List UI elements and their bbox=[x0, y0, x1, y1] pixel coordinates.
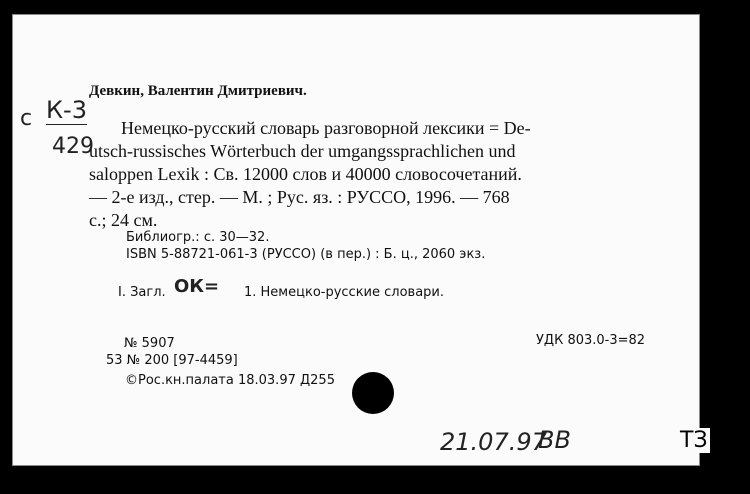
subject-left: I. Загл. bbox=[118, 285, 166, 300]
punch-hole bbox=[352, 372, 394, 414]
subject-right: 1. Немецко-русские словари. bbox=[244, 285, 445, 300]
order-number: 53 № 200 [97-4459] bbox=[106, 353, 238, 368]
handwritten-initials: ВВ bbox=[538, 426, 571, 454]
title-line-2: utsch-russisches Wörterbuch der umgangssprachlichen und bbox=[89, 141, 516, 161]
title-line-5: с.; 24 см. bbox=[89, 210, 158, 230]
publisher-line: ©Рос.кн.палата 18.03.97 Д255 bbox=[125, 373, 335, 388]
call-number-code: К-3 bbox=[46, 96, 87, 124]
isbn-line: ISBN 5-88721-061-3 (РУССО) (в пер.) : Б. ц., 2060 экз. bbox=[126, 247, 486, 262]
call-number-number: 429 bbox=[52, 134, 94, 159]
title-line-4: — 2-е изд., стер. — М. ; Рус. яз. : РУССО, 1996. — 768 bbox=[89, 187, 510, 207]
author-line: Девкин, Валентин Дмитриевич. bbox=[89, 83, 307, 99]
call-number-prefix: с bbox=[20, 106, 33, 131]
udk-code: УДК 803.0-3=82 bbox=[536, 333, 646, 348]
title-line-3: saloppen Lexik : Св. 12000 слов и 40000 словосочетаний. bbox=[89, 164, 522, 184]
bibliography-line: Библиогр.: с. 30—32. bbox=[126, 230, 270, 245]
registration-number: № 5907 bbox=[124, 336, 175, 351]
title-line-1: Немецко-русский словарь разговорной лексики = De- bbox=[121, 118, 531, 138]
subject-handwritten-mark: ОК= bbox=[174, 276, 220, 297]
corner-mark: ТЗ bbox=[680, 428, 708, 453]
handwritten-date: 21.07.97 bbox=[440, 428, 547, 456]
